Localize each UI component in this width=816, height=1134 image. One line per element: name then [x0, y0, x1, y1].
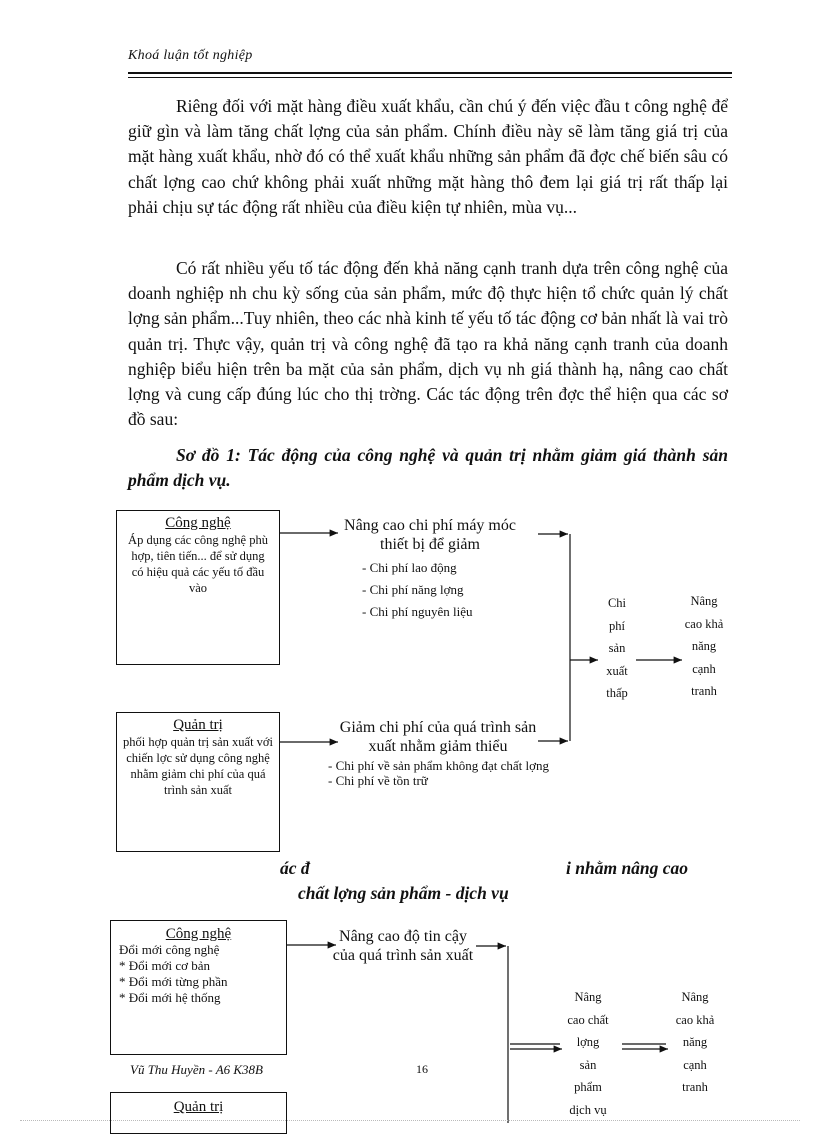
- innovation-item: * Đổi mới từng phần: [119, 974, 228, 989]
- result-quality-line: sản: [579, 1057, 597, 1072]
- diagram2-caption-right: i nhằm nâng cao: [566, 858, 689, 878]
- result2-competitiveness-line: cạnh: [683, 1057, 707, 1072]
- diagram1-caption: Sơ đồ 1: Tác động của công nghệ và quản trị nhằm giảm giá thành sản phẩm dịch vụ.: [128, 445, 728, 490]
- diagram2-caption-left: ác đ: [280, 858, 310, 878]
- innovation-item: * Đổi mới cơ bản: [119, 958, 211, 973]
- result-low-cost-line: sản: [608, 641, 626, 656]
- diagram2-caption-line2: chất lợng sản phẩm - dịch vụ: [298, 883, 509, 903]
- result-competitiveness-line: Nâng: [690, 594, 718, 608]
- cost-item-labor: - Chi phí lao động: [362, 560, 457, 575]
- box2-technology: [110, 920, 287, 1055]
- result-quality-line: cao chất: [567, 1012, 609, 1027]
- cost-reduce-title: Giảm chi phí của quá trình sản xuất nhằm giảm thiểu: [339, 719, 537, 755]
- cost-reduce-list: [328, 758, 568, 788]
- box2-management: [110, 1092, 287, 1134]
- box-management-title: Quản trị: [173, 717, 223, 733]
- result-competitiveness-line: cạnh: [692, 661, 716, 676]
- result2-competitiveness-line: cao khả: [675, 1012, 715, 1027]
- box2-technology-title: Công nghệ: [165, 926, 232, 942]
- box2-management-title: Quản trị: [173, 1099, 224, 1115]
- page-bottom-dotted-rule: [20, 1120, 800, 1121]
- result-quality-line: dịch vụ: [569, 1102, 607, 1117]
- result-low-cost-line: Chi: [607, 596, 627, 610]
- result2-competitiveness-line: Nâng: [681, 990, 709, 1004]
- box-management-body: phối hợp quản trị sản xuất với chiến lợc sử dụng công nghệ nhằm giảm chi phí của quá trình sản xuất: [123, 735, 274, 797]
- box-management: [116, 712, 280, 852]
- cost-item-quality: - Chi phí về sản phẩm không đạt chất lợng: [328, 758, 549, 773]
- innovation-item: * Đổi mới hệ thống: [119, 990, 221, 1005]
- result2-competitiveness-line: tranh: [682, 1080, 708, 1095]
- result-competitiveness-line: tranh: [691, 684, 717, 699]
- result-low-cost-line: xuất: [606, 663, 628, 678]
- page-number: 16: [416, 1062, 428, 1076]
- running-header: Khoá luận tốt nghiệp: [128, 48, 253, 63]
- result-quality: [552, 986, 624, 1122]
- result-low-cost: [596, 592, 638, 705]
- cost-item-storage: - Chi phí về tồn trữ: [328, 773, 428, 788]
- result-competitiveness-line: cao khả: [684, 616, 724, 631]
- footer-author: Vũ Thu Huyền - A6 K38B: [130, 1062, 263, 1077]
- result-competitiveness: [668, 590, 740, 703]
- result-quality-line: phẩm: [574, 1080, 602, 1095]
- result-quality-line: Nâng: [574, 990, 602, 1004]
- result-competitiveness-line: năng: [691, 639, 717, 654]
- result-low-cost-line: phí: [609, 618, 625, 633]
- innovation-item: Đổi mới công nghệ: [119, 942, 220, 957]
- paragraph-1: Riêng đối với mặt hàng điều xuất khẩu, cần chú ý đến việc đầu t công nghệ để giữ gìn và làm tăng chất lợng của sản phẩm. Chính điều này sẽ làm tăng giá trị của mặt hàng xuất khẩu, nhờ đó có thể xuất khẩu những sản phẩm đã đợc chế biến sâu có chất lợng cao chứ không phải xuất những mặt hàng thô đem lại giá trị rất thấp lại phải chịu sự tác động rất nhiều của điều kiện tự nhiên, mùa vụ...: [128, 96, 728, 217]
- box-technology: [116, 510, 280, 665]
- cost-increase-list: [362, 557, 532, 623]
- box2-technology-list: [111, 942, 286, 1006]
- reliability-text: Nâng cao độ tin cậy của quá trình sản xuất: [332, 928, 474, 964]
- result2-competitiveness: [660, 986, 730, 1099]
- box-technology-body: Áp dụng các công nghệ phù hợp, tiên tiến... để sử dụng có hiệu quả các yếu tố đầu vào: [128, 533, 268, 595]
- cost-item-energy: - Chi phí năng lợng: [362, 582, 464, 597]
- result-quality-line: lợng: [576, 1035, 600, 1050]
- box-technology-title: Công nghệ: [165, 515, 231, 531]
- cost-item-material: - Chi phí nguyên liệu: [362, 604, 473, 619]
- paragraph-2: Có rất nhiều yếu tố tác động đến khả năng cạnh tranh dựa trên công nghệ của doanh nghiệp nh chu kỳ sống của sản phẩm, mức độ thực hiện tổ chức quản lý chất lợng sản phẩm...Tuy nhiên, theo các nhà kinh tế yếu tố tác động cơ bản nhất là vai trò quản trị. Thực vậy, quản trị và công nghệ đã tạo ra khả năng cạnh tranh của doanh nghiệp biểu hiện trên ba mặt của sản phẩm, dịch vụ nh giá thành hạ, nâng cao chất lợng và cung cấp đúng lúc cho thị trờng. Các tác động trên đợc thể hiện qua các sơ đồ sau:: [128, 258, 728, 430]
- result2-competitiveness-line: năng: [682, 1035, 708, 1050]
- cost-increase-title: Nâng cao chi phí máy móc thiết bị để giảm: [344, 517, 516, 553]
- result-low-cost-line: thấp: [606, 686, 628, 701]
